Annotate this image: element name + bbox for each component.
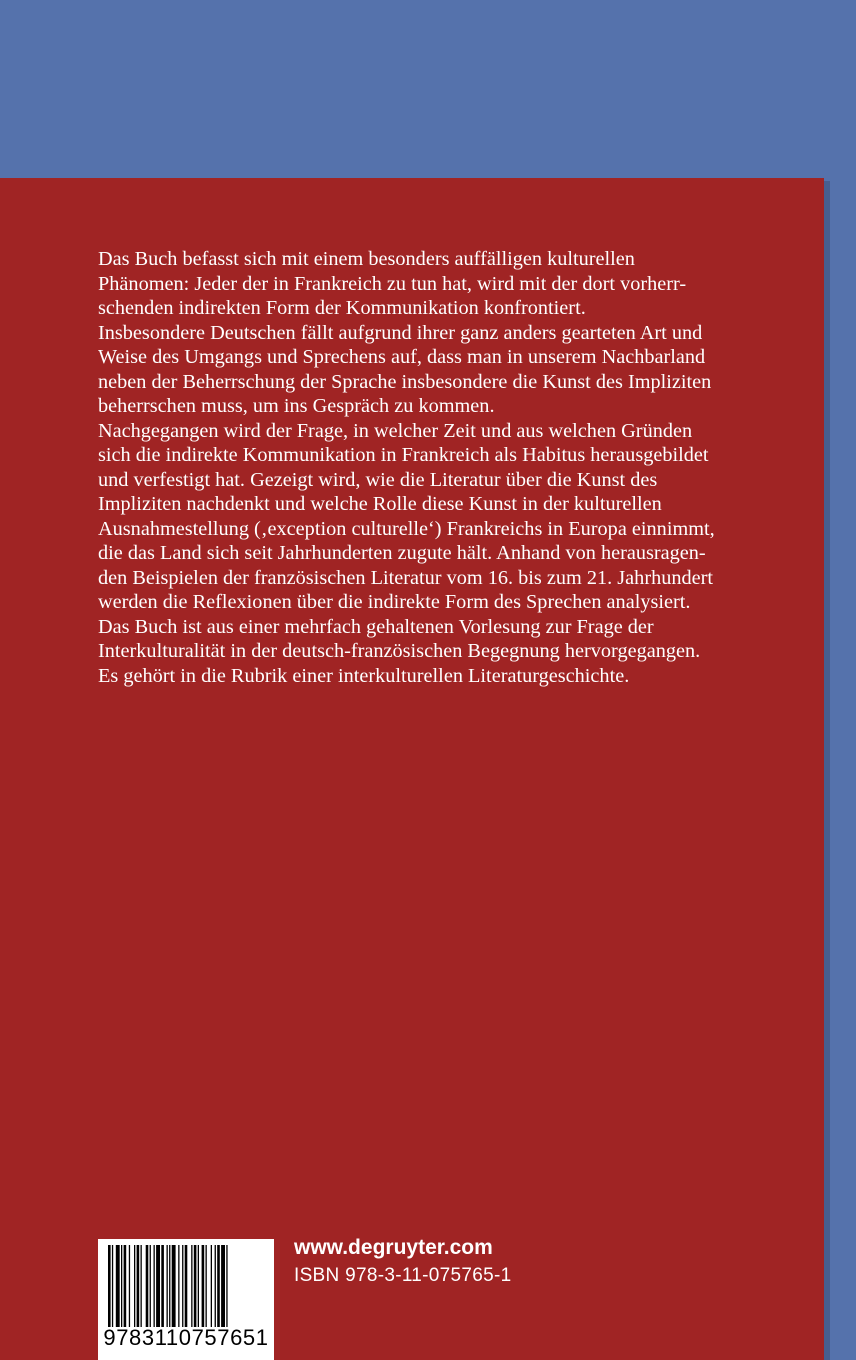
barcode-bar — [182, 1245, 183, 1327]
barcode-bar — [194, 1245, 197, 1327]
publisher-url[interactable]: www.degruyter.com — [294, 1236, 493, 1259]
blurb-line: den Beispielen der französischen Literatur vom 16. bis zum 21. Jahrhundert — [98, 566, 714, 589]
barcode-bar — [185, 1245, 188, 1327]
barcode-bar — [150, 1245, 151, 1327]
barcode-bar — [112, 1245, 113, 1327]
blurb-line: Das Buch befasst sich mit einem besonders auffälligen kulturellen — [98, 248, 635, 270]
barcode-bar — [108, 1245, 111, 1327]
blurb-line: beherrschen muss, um ins Gespräch zu kommen. — [98, 395, 495, 417]
barcode-bar — [217, 1245, 220, 1327]
barcode-bar — [121, 1245, 122, 1327]
barcode-bar — [137, 1245, 140, 1327]
barcode-bar — [154, 1245, 155, 1327]
barcode-bar — [124, 1245, 127, 1327]
barcode-bar — [221, 1245, 225, 1327]
blurb-line: Impliziten nachdenkt und welche Rolle diese Kunst in der kulturellen — [98, 493, 662, 515]
blurb-line: Es gehört in die Rubrik einer interkulturellen Literaturgeschichte. — [98, 664, 630, 687]
blurb-line: Nachgegangen wird der Frage, in welcher Zeit und aus welchen Gründen — [98, 419, 693, 442]
barcode-bar — [226, 1245, 227, 1327]
barcode-bar — [206, 1245, 207, 1327]
blurb-line: Das Buch ist aus einer mehrfach gehaltenen Vorlesung zur Frage der — [98, 615, 654, 638]
barcode-bar — [161, 1245, 164, 1327]
barcode-bar — [167, 1245, 168, 1327]
blurb-line: Interkulturalität in der deutsch-französischen Begegnung hervorgegangen. — [98, 640, 701, 662]
blurb-line: sich die indirekte Kommunikation in Frankreich als Habitus herausgebildet — [98, 444, 709, 466]
barcode-bar — [215, 1245, 216, 1327]
blurb-line: Insbesondere Deutschen fällt aufgrund ihrer ganz anders gearteten Art und — [98, 321, 703, 344]
barcode-bar — [172, 1245, 176, 1327]
blurb-line: schenden indirekten Form der Kommunikation konfrontiert. — [98, 297, 586, 319]
barcode-bar — [169, 1245, 170, 1327]
blurb-line: Weise des Umgangs und Sprechens auf, dass man in unserem Nachbarland — [98, 346, 706, 368]
barcode — [98, 1239, 274, 1360]
barcode-bar — [198, 1245, 199, 1327]
barcode-bar — [211, 1245, 212, 1327]
barcode-bars-icon — [108, 1245, 264, 1327]
barcode-bar — [141, 1245, 142, 1327]
blurb-line: neben der Beherrschung der Sprache insbesondere die Kunst des Impliziten — [98, 370, 712, 393]
blurb-line: Phänomen: Jeder der in Frankreich zu tun hat, wird mit der dort vorherr- — [98, 272, 687, 295]
blurb-line: die das Land sich seit Jahrhunderten zugute hält. Anhand von herausragen- — [98, 542, 706, 564]
barcode-bar — [146, 1245, 149, 1327]
barcode-bar — [178, 1245, 179, 1327]
barcode-bar — [156, 1245, 160, 1327]
blurb-line: werden die Reflexionen über die indirekte Form des Sprechen analysiert. — [98, 591, 691, 613]
barcode-bar — [134, 1245, 135, 1327]
blurb-line: und verfestigt hat. Gezeigt wird, wie die Literatur über die Kunst des — [98, 468, 658, 491]
barcode-bar — [116, 1245, 120, 1327]
barcode-bar — [191, 1245, 192, 1327]
barcode-digits: 9783110757651 — [103, 1325, 269, 1350]
barcode-bar — [202, 1245, 205, 1327]
blurb-line: Ausnahmestellung (‚exception culturelle‘) Frankreichs in Europa einnimmt, — [98, 517, 715, 540]
blurb-text — [98, 247, 718, 688]
isbn-number: ISBN 978-3-11-075765-1 — [294, 1265, 512, 1286]
barcode-bar — [129, 1245, 130, 1327]
